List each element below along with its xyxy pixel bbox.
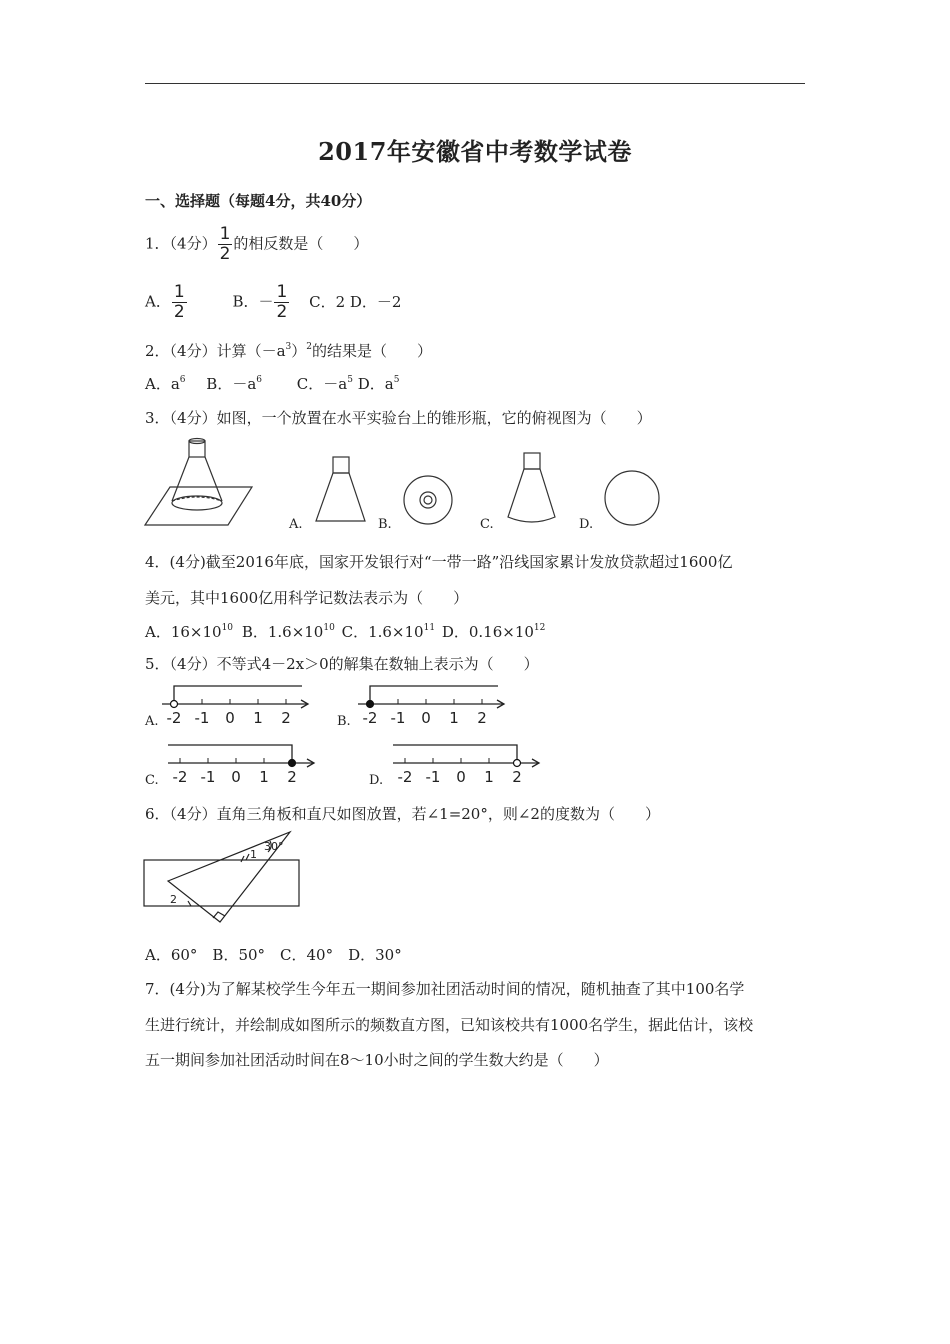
solution-bracket (393, 745, 517, 763)
open-point (514, 760, 521, 767)
option-a-label: A. (145, 714, 159, 729)
angle-30-label: 30° (264, 840, 284, 853)
option-a: A．$a^6$ (145, 375, 186, 393)
tick-label: 0 (421, 709, 431, 727)
tick-label: 0 (231, 768, 241, 786)
tick-label: 0 (225, 709, 235, 727)
number-line-b (358, 686, 504, 727)
tick-label: -2 (166, 709, 182, 727)
option-d: D．－2 (349, 292, 402, 311)
tick-label: 1 (259, 768, 269, 786)
question-6-options: A．60° B．50° C．40° D．30° (145, 946, 402, 964)
option-c: C．$1.6\times 10^{11}$ (341, 623, 436, 641)
question-7-line-1: 7．(4分)为了解某校学生今年五一期间参加社团活动时间的情况，随机抽查了其中100名学 (145, 980, 745, 998)
tick-label: -2 (172, 768, 188, 786)
question-4-line-2: 美元，其中1600亿用科学记数法表示为（ ） (145, 589, 469, 607)
question-7-line-2: 生进行统计，并绘制成如图所示的频数直方图，已知该校共有1000名学生，据此估计，该校 (145, 1016, 754, 1034)
tick-label: 1 (484, 768, 494, 786)
tick-label: 2 (287, 768, 297, 786)
open-point (171, 701, 178, 708)
tick-label: 2 (477, 709, 487, 727)
option-c: C．$-a^5$ (296, 375, 353, 393)
tick-label: -1 (194, 709, 210, 727)
question-3: 3．（4分）如图，一个放置在水平实验台上的锥形瓶，它的俯视图为（ ） (145, 409, 652, 427)
option-d-label: D. (369, 773, 384, 788)
closed-point (367, 701, 374, 708)
number-line-c (168, 745, 314, 786)
solution-bracket (174, 686, 302, 704)
option-b: B．－ $\frac{1}{2}$ (232, 282, 288, 322)
question-4-line-1: 4．(4分)截至2016年底，国家开发银行对“一带一路”沿线国家累计发放贷款超过1600亿 (145, 553, 733, 571)
option-b-label: B. (337, 714, 351, 729)
section-heading: 一、选择题（每题4分，共40分） (145, 192, 372, 210)
tick-label: 1 (449, 709, 459, 727)
option-a: A．$16\times 10^{10}$ (145, 623, 234, 641)
question-6: 6．（4分）直角三角板和直尺如图放置，若∠1=20°，则∠2的度数为（ ） (145, 805, 660, 823)
option-b: B．$1.6\times 10^{10}$ (241, 623, 335, 641)
tick-label: -1 (425, 768, 441, 786)
solution-bracket (168, 745, 292, 763)
option-a: A． $\frac{1}{2}$ (145, 282, 185, 322)
question-1: 1．（4分） $\frac{1}{2}$ 的相反数是（ ） (145, 224, 369, 264)
tick-label: -1 (390, 709, 406, 727)
tick-label: 2 (281, 709, 291, 727)
question-2: 2．（4分）计算$(-a^3)^2$的结果是（ ） (145, 342, 433, 360)
option-d-label: D. (579, 517, 594, 532)
page-title: 2017年安徽省中考数学试卷 (318, 137, 632, 166)
number-line-d (393, 745, 539, 786)
fraction: $\frac{1}{2}$ (219, 224, 231, 264)
question-5: 5．（4分）不等式4－2x＞0的解集在数轴上表示为（ ） (145, 655, 539, 673)
tick-label: 1 (253, 709, 263, 727)
tick-label: -2 (362, 709, 378, 727)
option-d: D．$a^5$ (357, 375, 400, 393)
tick-label: 0 (456, 768, 466, 786)
tick-label: -1 (200, 768, 216, 786)
option-d: D．$0.16\times 10^{12}$ (441, 623, 546, 641)
angle-2-label: 2 (170, 893, 177, 906)
ruler-triangle-figure (140, 830, 310, 930)
angle-1-label: 1 (250, 848, 257, 861)
tick-label: -2 (397, 768, 413, 786)
option-c: C．2 (309, 292, 346, 311)
option-c-label: C. (480, 517, 494, 532)
option-c-label: C. (145, 773, 159, 788)
closed-point (289, 760, 296, 767)
option-b-label: B. (378, 517, 392, 532)
ruler (144, 860, 299, 906)
solution-bracket (370, 686, 498, 704)
question-7-line-3: 五一期间参加社团活动时间在8～10小时之间的学生数大约是（ ） (145, 1051, 609, 1069)
option-a-label: A. (289, 517, 303, 532)
tick-label: 2 (512, 768, 522, 786)
number-line-a (162, 686, 308, 727)
option-b: B．$-a^6$ (206, 375, 262, 393)
